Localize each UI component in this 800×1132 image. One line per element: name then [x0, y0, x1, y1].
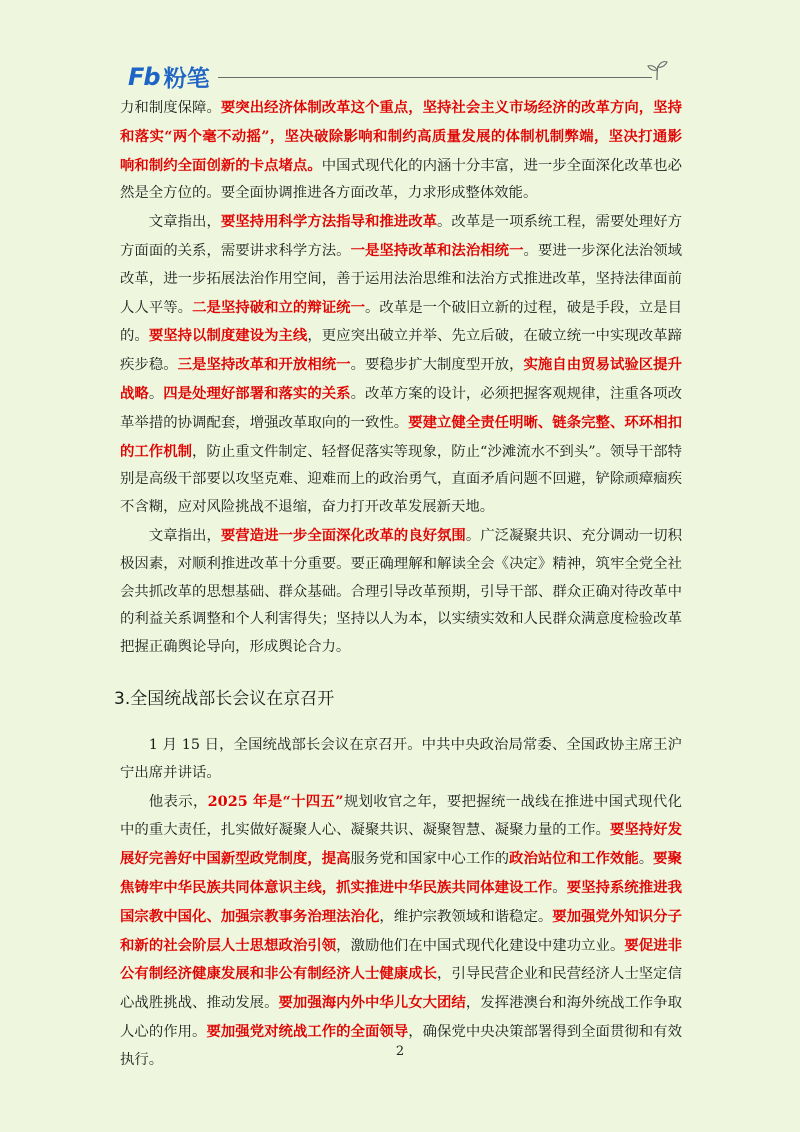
highlighted-text: 要坚持以制度建设为主线: [148, 327, 308, 345]
highlighted-text: 要促进非公有制经济健康发展和非公有制经济人士健康成长: [120, 936, 682, 983]
highlighted-text: 要坚持系统推进我国宗教中国化、加强宗教事务治理法治化: [120, 878, 682, 925]
highlighted-text: 一是坚持改革和法治相统一: [350, 241, 524, 259]
body-text: 中国式现代化的内涵十分丰富，进一步全面深化改革也必然是全方位的。要全面协调推进各方面改革，力求形成整体效能。: [120, 157, 682, 202]
body-text: ，防止重文件制定、轻督促落实等现象，防止“沙滩流水不到头”。领导干部特别是高级干部要以攻坚克难、迎难而上的政治勇气，直面矛盾问题不回避，铲除顽瘴痼疾不含糊，应对风险挑战不退缩，奋力打开改革发展新天地。: [120, 443, 682, 516]
section-heading: 3.全国统战部长会议在京召开: [114, 688, 335, 709]
highlighted-text: 要加强党对统战工作的全面领导: [206, 1022, 409, 1040]
body-text: 他表示，: [148, 793, 208, 810]
body-text: 。: [148, 385, 164, 402]
body-text: 文章指出，: [148, 527, 221, 544]
body-text: 规划收官之年，要把握统一战线在推进中国式现代化中的重大责任，扎实做好凝聚人心、凝聚共识、凝聚智慧、凝聚力量的工作。: [120, 793, 682, 839]
header-divider: [218, 77, 652, 78]
paragraph: [120, 522, 682, 662]
highlighted-text: 政治站位和工作效能: [509, 850, 639, 868]
body-text: ，激励他们在中国式现代化建设中建功立业。: [336, 937, 625, 954]
highlighted-text: 四是处理好部署和落实的关系: [163, 384, 351, 402]
body-text: 力和制度保障。: [120, 100, 221, 116]
paragraph: [120, 732, 682, 788]
body-text: 。改革是一项系统工程，需要处理好方方面面的关系，需要讲求科学方法。: [120, 214, 682, 259]
body-text: ，确保党中央决策部署得到全面贯彻和有效执行。: [120, 1023, 682, 1068]
highlighted-text: 实施自由贸易试验区提升战略: [120, 356, 682, 402]
highlighted-text: 要聚焦铸牢中华民族共同体意识主线，抓实推进中华民族共同体建设工作: [120, 850, 682, 896]
highlighted-text: 要加强党外知识分子和新的社会阶层人士思想政治引领: [120, 907, 682, 954]
body-text: 。改革方案的设计，必须把握客观规律，注重各项改革举措的协调配套，增强改革取向的一致性。: [120, 385, 682, 431]
body-text: ，维护宗教领域和谐稳定。: [379, 908, 553, 925]
fenbi-logo: [128, 60, 210, 93]
body-text: 服务党和国家中心工作的: [350, 851, 510, 868]
body-text: 。要进一步深化法治领域改革，进一步拓展法治作用空间，善于运用法治思维和法治方式推进改革，坚持法律面前人人平等。: [120, 242, 682, 316]
body-text: ，更应突出破立并举、先立后破，在破立统一中实现改革蹄疾步稳。: [120, 328, 682, 374]
logo-text: 粉笔: [163, 66, 210, 92]
highlighted-text: 要坚持好发展好完善好中国新型政党制度，提高: [120, 821, 682, 868]
body-text: 。要稳步扩大制度型开放，: [350, 357, 524, 374]
highlighted-text: 要建立健全责任明晰、链条完整、环环相扣的工作机制: [120, 413, 682, 460]
highlighted-text: 三是坚持改革和开放相统一: [177, 356, 351, 374]
highlighted-text: 要坚持用科学方法指导和推进改革: [220, 213, 438, 231]
body-text: 文章指出，: [148, 214, 221, 231]
page-header: [128, 58, 668, 92]
paragraph: [120, 208, 682, 522]
highlighted-text: 2025 年是“十四五”: [207, 792, 344, 810]
article-paragraphs: [120, 94, 682, 662]
sprout-icon: [646, 58, 668, 82]
highlighted-text: 要加强海内外中华儿女大团结: [278, 994, 466, 1012]
logo-mark: Fb: [128, 62, 160, 91]
highlighted-text: 二是坚持破和立的辩证统一: [192, 298, 365, 316]
body-text: ，发挥港澳台和海外统战工作争取人心的作用。: [120, 995, 682, 1040]
page-number: 2: [395, 1044, 405, 1059]
body-text: 。广泛凝聚共识、充分调动一切积极因素，对顺利推进改革十分重要。要正确理解和解读全会《决定》精神，筑牢全党全社会共抓改革的思想基础、群众基础。合理引导改革预期，引导干部、群众正确对待改革中的利益关系调整和个人利害得失；坚持以人为本，以实绩实效和人民群众满意度检验改革把握正确舆论导向，形成舆论合力。: [120, 527, 682, 656]
body-text: 1 月 15 日，全国统战部长会议在京召开。中共中央政治局常委、全国政协主席王沪宁出席并讲话。: [120, 736, 682, 781]
highlighted-text: 要突出经济体制改革这个重点，坚持社会主义市场经济的改革方向，坚持和落实“两个毫不动摇”，坚决破除影响和制约高质量发展的体制机制弊端，坚决打通影响和制约全面创新的卡点堵点。: [120, 99, 682, 174]
body-text: 。: [552, 879, 567, 896]
paragraph: [120, 788, 682, 1075]
article-body: [114, 94, 682, 1075]
body-text: 。改革是一个破旧立新的过程，破是手段，立是目的。: [120, 299, 682, 345]
highlighted-text: 要营造进一步全面深化改革的良好氛围: [220, 526, 466, 544]
body-text: 。: [638, 851, 654, 868]
paragraph: [120, 94, 682, 208]
section-paragraphs: [120, 732, 682, 1075]
body-text: ，引导民营企业和民营经济人士坚定信心战胜挑战、推动发展。: [120, 966, 682, 1012]
